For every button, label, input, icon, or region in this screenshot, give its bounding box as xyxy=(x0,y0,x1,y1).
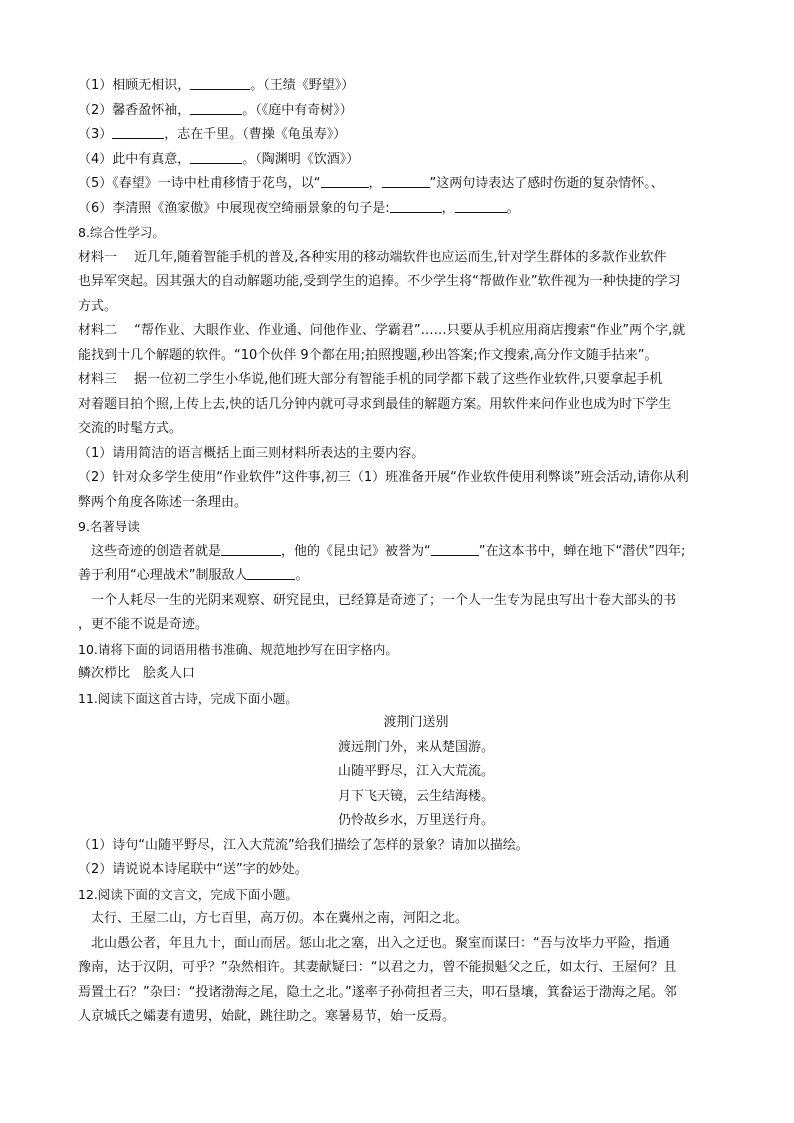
q7-item-5 xyxy=(78,172,728,197)
q7-item-3 xyxy=(78,123,728,148)
q8-material-3-line: 材料三 据一位初二学生小华说,他们班大部分有智能手机的同学都下载了这些作业软件,只要拿起手机 xyxy=(78,372,663,387)
q7-item-5-text: （5）《春望》一诗中杜甫移情于花鸟，以“ xyxy=(78,176,321,191)
answer-blank[interactable] xyxy=(221,541,281,556)
q9-paragraph-1-cont xyxy=(78,564,728,589)
q7-item-4-source: 。（陶渊明《饮酒》） xyxy=(242,151,360,167)
q7-item-1-source: 。（王绩《野望》） xyxy=(250,78,355,93)
q7-item-6-tail: 。 xyxy=(506,200,520,216)
q7-item-6 xyxy=(78,197,728,222)
q12-paragraph-2-line: 焉置土石？”杂曰：“投诸渤海之尾，隐土之北。”遂率子孙荷担者三夫，叩石垦壤，箕畚运于渤海之尾。邻 xyxy=(78,984,677,1000)
q8-material-1-line: 也异军突起。因其强大的自动解题功能,受到学生的追捧。不少学生将“帮做作业”软件视为一种快捷的学习 xyxy=(78,274,681,289)
q11-title: 11.阅读下面这首古诗，完成下面小题。 xyxy=(78,690,298,706)
q11-subquestion-1: （1）诗句“山随平野尽，江入大荒流”给我们描绘了怎样的景象？请加以描绘。 xyxy=(78,837,529,853)
q7-item-2 xyxy=(78,99,728,124)
q9-text: 。 xyxy=(295,568,309,583)
q8-subquestion-2-line: 弊两个角度各陈述一条理由。 xyxy=(78,494,248,510)
answer-blank[interactable] xyxy=(431,541,479,556)
q7-item-5-tail: ”这两句诗表达了感时伤逝的复杂情怀。、 xyxy=(429,176,664,191)
q8-material-3-line: 对着题目拍个照,上传上去,快的话几分钟内就可寻求到最佳的解题方案。用软件来问作业也成为时下学生 xyxy=(78,396,672,412)
q8-material-2-line: 材料二 “帮作业、大眼作业、作业通、问他作业、学霸君”……只要从手机应用商店搜索“作业”两个字,就 xyxy=(78,323,686,338)
q7-item-3-text: （3） xyxy=(78,127,113,142)
q12-title: 12.阅读下面的文言文，完成下面小题。 xyxy=(78,886,298,902)
answer-blank[interactable] xyxy=(455,198,507,213)
q8-material-1-line: 方式。 xyxy=(78,298,118,314)
poem-line: 仍怜故乡水，万里送行舟。 xyxy=(337,813,494,828)
q10-words: 鳞次栉比 脍炙人口 xyxy=(78,666,196,681)
q9-text: ”在这本书中，蝉在地下“潜伏”四年; xyxy=(478,543,686,559)
q7-item-1-text: （1）相顾无相识， xyxy=(78,78,191,93)
q12-paragraph-1: 太行、王屋二山，方七百里，高万仞。本在冀州之南，河阳之北。 xyxy=(91,911,469,926)
q7-item-6-text: （6）李清照《渔家傲》中展现夜空绮丽景象的句子是: xyxy=(78,200,390,216)
q9-paragraph-1 xyxy=(78,540,728,565)
q9-paragraph-2-line: 一个人耗尽一生的光阴来观察、研究昆虫，已经算是奇迹了；一个人一生专为昆虫写出十卷大部头的书 xyxy=(91,592,677,608)
q8-material-2-line: 能找到十几个解题的软件。“10个伙伴 9个都在用;拍照搜题,秒出答案;作文搜索,高分作文随手拈来”。 xyxy=(78,347,658,363)
q9-text: 善于利用“心理战术”制服敌人 xyxy=(78,568,248,583)
answer-blank[interactable] xyxy=(190,100,242,115)
q8-material-1-line: 材料一 近几年,随着智能手机的普及,各种实用的移动端软件也应运而生,针对学生群体的多款作业软件 xyxy=(78,249,667,265)
answer-blank[interactable] xyxy=(112,124,164,139)
q7-item-3-source: ，志在千里。（曹操《龟虽寿》） xyxy=(164,127,347,142)
poem-line: 月下飞天镜，云生结海楼。 xyxy=(337,788,494,804)
q7-item-4-text: （4）此中有真意， xyxy=(78,151,191,167)
answer-blank[interactable] xyxy=(390,198,442,213)
q7-item-2-source: 。（《庭中有奇树》） xyxy=(242,102,353,118)
document-page xyxy=(78,74,728,1030)
q10-title: 10.请将下面的词语用楷书准确、规范地抄写在田字格内。 xyxy=(78,641,398,657)
q8-subquestion-2-line: （2）针对众多学生使用“作业软件”这件事,初三（1）班准备开展“作业软件使用利弊谈”班会活动,请你从利 xyxy=(78,470,689,485)
answer-blank[interactable] xyxy=(382,173,430,188)
q7-item-5-sep: ， xyxy=(368,176,382,191)
q9-text: ，他的《昆虫记》被誉为“ xyxy=(281,543,431,559)
q8-subquestion-1: （1）请用简洁的语言概括上面三则材料所表达的主要内容。 xyxy=(78,445,425,461)
q8-material-3-line: 交流的时髦方式。 xyxy=(78,421,183,436)
q9-title: 9.名著导读 xyxy=(78,519,140,534)
q7-item-6-sep: ， xyxy=(441,200,455,216)
q7-item-1 xyxy=(78,74,728,99)
q8-title: 8.综合性学习。 xyxy=(78,225,165,240)
poem-line: 山随平野尽，江入大荒流。 xyxy=(337,764,494,779)
poem-title: 渡荆门送别 xyxy=(383,715,449,730)
q12-paragraph-2-line: 豫南，达于汉阴，可乎？”杂然相许。其妻献疑曰：“以君之力，曾不能损魁父之丘，如太行、王屋何？且 xyxy=(78,960,677,975)
q12-paragraph-2-line: 人京城氏之孀妻有遗男，始龀，跳往助之。寒暑易节，始一反焉。 xyxy=(78,1009,456,1024)
q11-subquestion-2: （2）请说说本诗尾联中“送”字的妙处。 xyxy=(78,862,308,877)
answer-blank[interactable] xyxy=(321,173,369,188)
answer-blank[interactable] xyxy=(190,149,242,164)
answer-blank[interactable] xyxy=(190,75,250,90)
q12-paragraph-2-line: 北山愚公者，年且九十，面山而居。惩山北之塞，出入之迂也。聚室而谋曰：“吾与汝毕力平险，指通 xyxy=(91,935,670,951)
answer-blank[interactable] xyxy=(247,565,295,580)
q7-item-2-text: （2）馨香盈怀袖， xyxy=(78,102,191,118)
poem-line: 渡远荆门外，来从楚国游。 xyxy=(337,739,494,755)
q9-text: 这些奇迹的创造者就是 xyxy=(91,543,222,559)
q9-paragraph-2-line: ，更不能不说是奇迹。 xyxy=(78,617,209,632)
q7-item-4 xyxy=(78,148,728,173)
